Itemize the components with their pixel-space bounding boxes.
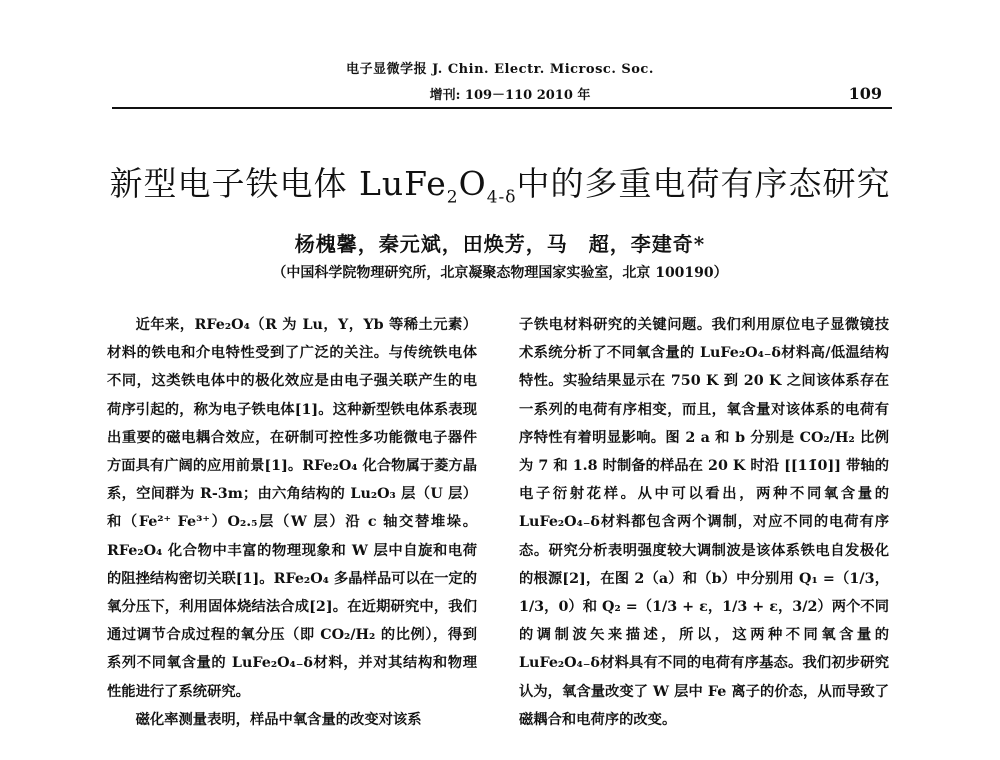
left-paragraph-2: 磁化率测量表明，样品中氧含量的改变对该系 [135, 711, 422, 728]
header-rule [112, 107, 892, 109]
title-part-2: O [458, 164, 487, 203]
author-list: 杨槐馨，秦元斌，田焕芳，马 超，李建奇* [294, 232, 706, 256]
title-sub-2: 4-δ [486, 187, 517, 208]
title-sub-1: 2 [446, 187, 459, 208]
right-paragraph-1: 子铁电材料研究的关键问题。我们利用原位电子显微镜技术系统分析了不同氧含量的 LuFe₂O₄₋δ材料高/低温结构特性。实验结果显示在 750 K 到 20 K 之间该体系存在一系列的电荷有序相变，而且，氧含量对该体系的电荷有序特性有着明显影响。图 2 a 和 b 分别是 CO₂/H₂ 比例为 7 和 1.8 时制备的样品在 20 K 时沿 [[11̄0]] 带轴的电子衍射花样。从中可以看出，两种不同氧含量的 LuFe₂O₄₋δ材料都包含两个调制，对应不同的电荷有序态。研究分析表明强度较大调制波是该体系铁电自发极化的根源[2]，在图 2（a）和（b）中分别用 Q₁ =（1/3，1/3，0）和 Q₂ =（1/3 + ε，1/3 + ε，3/2）两个不同的调制波矢来描述，所以，这两种不同氧含量的 LuFe₂O₄₋δ材料具有不同的电荷有序基态。我们初步研究认为，氧含量改变了 W 层中 Fe 离子的价态，从而导致了磁耦合和电荷序的改变。 [519, 317, 889, 728]
article-title [0, 158, 1000, 208]
issue-info: 增刊: 109－110 2010 年 [429, 88, 591, 103]
left-column [107, 311, 477, 734]
affiliation: （中国科学院物理研究所，北京凝聚态物理国家实验室，北京 100190） [272, 265, 728, 281]
title-part-1: 新型电子铁电体 LuFe [109, 164, 447, 203]
left-paragraph-1: 近年来，RFe₂O₄（R 为 Lu，Y，Yb 等稀土元素）材料的铁电和介电特性受到了广泛的关注。与传统铁电体不同，这类铁电体中的极化效应是由电子强关联产生的电荷序引起的，称为电子铁电体[1]。这种新型铁电体系表现出重要的磁电耦合效应，在研制可控性多功能微电子器件方面具有广阔的应用前景[1]。RFe₂O₄ 化合物属于菱方晶系，空间群为 R-3m；由六角结构的 Lu₂O₃ 层（U 层）和（Fe²⁺ Fe³⁺）O₂.₅层（W 层）沿 c 轴交替堆垛。RFe₂O₄ 化合物中丰富的物理现象和 W 层中自旋和电荷的阻挫结构密切关联[1]。RFe₂O₄ 多晶样品可以在一定的氧分压下，利用固体烧结法合成[2]。在近期研究中，我们通过调节合成过程的氧分压（即 CO₂/H₂ 的比例），得到系列不同氧含量的 LuFe₂O₄₋δ材料，并对其结构和物理性能进行了系统研究。 [107, 317, 477, 700]
title-part-3: 中的多重电荷有序态研究 [516, 164, 891, 203]
page-number: 109 [848, 84, 882, 103]
journal-header: 电子显微学报 J. Chin. Electr. Microsc. Soc. [346, 62, 654, 77]
right-column [519, 311, 889, 734]
